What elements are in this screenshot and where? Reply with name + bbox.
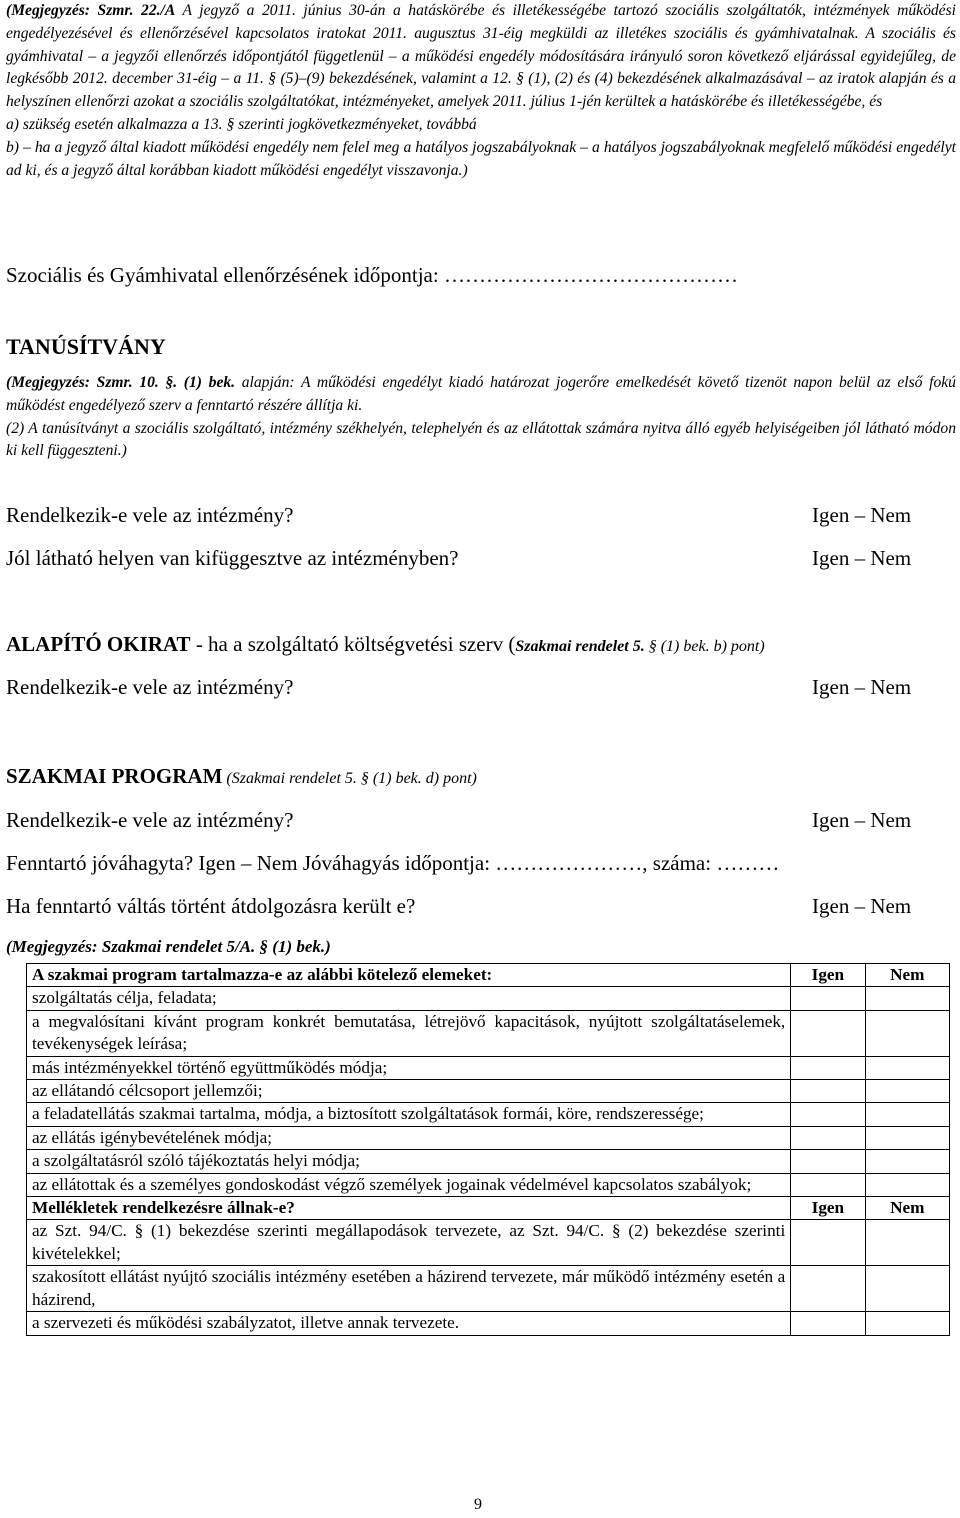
requirements-header-row — [27, 964, 950, 987]
inspection-date-label: Szociális és Gyámhivatal ellenőrzésének időpontja: — [6, 263, 439, 287]
yes-checkbox-cell[interactable] — [791, 1103, 865, 1126]
intro-note-point-b: b) – ha a jegyző által kiadott működési engedély nem felel meg a hatályos jogszabályoknak – a hatályos jogszabályoknak megfelelő működési engedélyt ad ki, és a jegyző által korábban kiadott működési engedélyt visszavonja.) — [6, 138, 956, 179]
table-row — [27, 1080, 950, 1103]
szakmai-program-heading — [6, 763, 477, 792]
attachments-yes-header: Igen — [791, 1197, 865, 1220]
requirement-text: az Szt. 94/C. § (1) bekezdése szerinti megállapodások tervezete, az Szt. 94/C. § (2) bekezdése szerinti kivételekkel; — [27, 1220, 791, 1266]
yes-checkbox-cell[interactable] — [791, 1126, 865, 1149]
table-row — [27, 1103, 950, 1126]
table-row — [27, 987, 950, 1010]
tanusitvany-answer-2[interactable]: Igen – Nem — [812, 546, 912, 570]
tanusitvany-note — [6, 372, 956, 463]
requirement-text: más intézményekkel történő együttműködés módja; — [27, 1056, 791, 1079]
szakmai-answer-1[interactable]: Igen – Nem — [812, 808, 912, 832]
no-checkbox-cell[interactable] — [865, 1010, 949, 1056]
table-row — [27, 1220, 950, 1266]
yes-checkbox-cell[interactable] — [791, 1220, 865, 1266]
attachments-no-header: Nem — [865, 1197, 949, 1220]
table-row — [27, 1312, 950, 1335]
table-row — [27, 1150, 950, 1173]
table-row — [27, 1126, 950, 1149]
alapito-okirat-title: ALAPÍTÓ OKIRAT — [6, 632, 191, 656]
requirement-text: a szervezeti és működési szabályzatot, illetve annak tervezete. — [27, 1312, 791, 1335]
yes-checkbox-cell[interactable] — [791, 1056, 865, 1079]
intro-note-text: A jegyző a 2011. június 30-án a hatáskörébe és illetékességébe tartozó szociális szolgáltatók, intézmények működési engedélyezésével és ellenőrzésével kapcsolatos iratokat 2011. augusztus 31-éig megküldi az illetékes szociális és gyámhivatalnak. A szociális és gyámhivatal – a jegyzői ellenőrzés időpontjától függetlenül – a működési engedély módosítására irányuló soron következő eljárással egyidejűleg, de legkésőbb 2012. december 31-éig – a 11. § (5)–(9) bekezdésének, valamint a 12. § (1), (2) és (4) bekezdésének alkalmazásával – az iratok alapján és a helyszínen ellenőrzi azokat a szociális szolgáltatókat, intézményeket, amelyek 2011. július 1-jén kerültek a hatáskörébe és illetékességébe, és — [6, 2, 956, 111]
requirement-text: a feladatellátás szakmai tartalma, módja, a biztosított szolgáltatások formái, köre, rendszeressége; — [27, 1103, 791, 1126]
szakmai-note: (Megjegyzés: Szakmai rendelet 5/A. § (1) bek.) — [6, 937, 331, 956]
alapito-okirat-heading — [6, 631, 765, 660]
requirement-text: a szolgáltatásról szóló tájékoztatás helyi módja; — [27, 1150, 791, 1173]
yes-checkbox-cell[interactable] — [791, 1173, 865, 1196]
szakmai-program-title: SZAKMAI PROGRAM — [6, 764, 223, 788]
yes-checkbox-cell[interactable] — [791, 1312, 865, 1335]
no-checkbox-cell[interactable] — [865, 1173, 949, 1196]
intro-note-label: (Megjegyzés: Szmr. 22./A — [6, 2, 176, 19]
requirement-text: az ellátandó célcsoport jellemzői; — [27, 1080, 791, 1103]
no-checkbox-cell[interactable] — [865, 1220, 949, 1266]
inspection-date-line — [6, 262, 738, 288]
alapito-question-1: Rendelkezik-e vele az intézmény? — [6, 675, 294, 699]
alapito-okirat-ref: § (1) bek. b) pont) — [644, 638, 765, 655]
alapito-answer-1[interactable]: Igen – Nem — [812, 675, 912, 699]
no-checkbox-cell[interactable] — [865, 1266, 949, 1312]
yes-checkbox-cell[interactable] — [791, 1266, 865, 1312]
table-row — [27, 1056, 950, 1079]
szakmai-answer-3[interactable]: Igen – Nem — [812, 894, 912, 918]
no-checkbox-cell[interactable] — [865, 1103, 949, 1126]
table-row — [27, 1173, 950, 1196]
tanusitvany-question-1: Rendelkezik-e vele az intézmény? — [6, 503, 294, 527]
no-checkbox-cell[interactable] — [865, 1056, 949, 1079]
yes-column-header: Igen — [791, 964, 865, 987]
tanusitvany-answer-1[interactable]: Igen – Nem — [812, 503, 912, 527]
page-number: 9 — [474, 1496, 482, 1513]
table-row — [27, 1266, 950, 1312]
alapito-okirat-subtitle: - ha a szolgáltató költségvetési szerv ( — [190, 632, 516, 656]
attachments-header-row — [27, 1197, 950, 1220]
requirement-text: az ellátottak és a személyes gondoskodást végző személyek jogainak védelmével kapcsolatos szabályok; — [27, 1173, 791, 1196]
yes-checkbox-cell[interactable] — [791, 1150, 865, 1173]
no-checkbox-cell[interactable] — [865, 1126, 949, 1149]
alapito-okirat-ref-bold: Szakmai rendelet 5. — [515, 638, 645, 655]
intro-note-point-a: a) szükség esetén alkalmazza a 13. § szerinti jogkövetkezményeket, továbbá — [6, 115, 477, 133]
szakmai-question-1: Rendelkezik-e vele az intézmény? — [6, 808, 294, 832]
szakmai-approval-line: Fenntartó jóváhagyta? Igen – Nem Jóváhagyás időpontja: …………………, száma: ……… — [6, 851, 780, 875]
szakmai-program-ref: (Szakmai rendelet 5. § (1) bek. d) pont) — [222, 770, 477, 787]
szakmai-question-3: Ha fenntartó váltás történt átdolgozásra került e? — [6, 894, 416, 918]
requirement-text: a megvalósítani kívánt program konkrét bemutatása, létrejövő kapacitások, nyújtott szolgáltatáselemek, tevékenységek leírása; — [27, 1010, 791, 1056]
requirement-text: az ellátás igénybevételének módja; — [27, 1126, 791, 1149]
attachments-header: Mellékletek rendelkezésre állnak-e? — [27, 1197, 791, 1220]
tanusitvany-note-text: alapján: A működési engedélyt kiadó határozat jogerőre emelkedését követő tizenöt napon belül az első fokú működést engedélyező szerv a fenntartó részére állítja ki. — [6, 374, 956, 414]
yes-checkbox-cell[interactable] — [791, 1010, 865, 1056]
no-checkbox-cell[interactable] — [865, 1312, 949, 1335]
inspection-date-field[interactable]: …………………………………… — [443, 263, 738, 287]
intro-note — [6, 0, 956, 182]
requirements-header: A szakmai program tartalmazza-e az alábbi kötelező elemeket: — [27, 964, 791, 987]
tanusitvany-note-paragraph-2: (2) A tanúsítványt a szociális szolgáltató, intézmény székhelyén, telephelyén és az ellátottak számára nyitva álló egyéb helyiségeiben jól látható módon ki kell függeszteni.) — [6, 419, 956, 460]
no-checkbox-cell[interactable] — [865, 1080, 949, 1103]
no-checkbox-cell[interactable] — [865, 987, 949, 1010]
yes-checkbox-cell[interactable] — [791, 987, 865, 1010]
yes-checkbox-cell[interactable] — [791, 1080, 865, 1103]
tanusitvany-heading: TANÚSÍTVÁNY — [6, 334, 166, 359]
tanusitvany-question-2: Jól látható helyen van kifüggesztve az intézményben? — [6, 546, 459, 570]
requirement-text: szolgáltatás célja, feladata; — [27, 987, 791, 1010]
no-column-header: Nem — [865, 964, 949, 987]
no-checkbox-cell[interactable] — [865, 1150, 949, 1173]
tanusitvany-note-label: (Megjegyzés: Szmr. 10. §. (1) bek. — [6, 374, 236, 391]
requirement-text: szakosított ellátást nyújtó szociális intézmény esetében a házirend tervezete, már működő intézmény esetén a házirend, — [27, 1266, 791, 1312]
requirements-table — [26, 963, 950, 1336]
table-row — [27, 1010, 950, 1056]
